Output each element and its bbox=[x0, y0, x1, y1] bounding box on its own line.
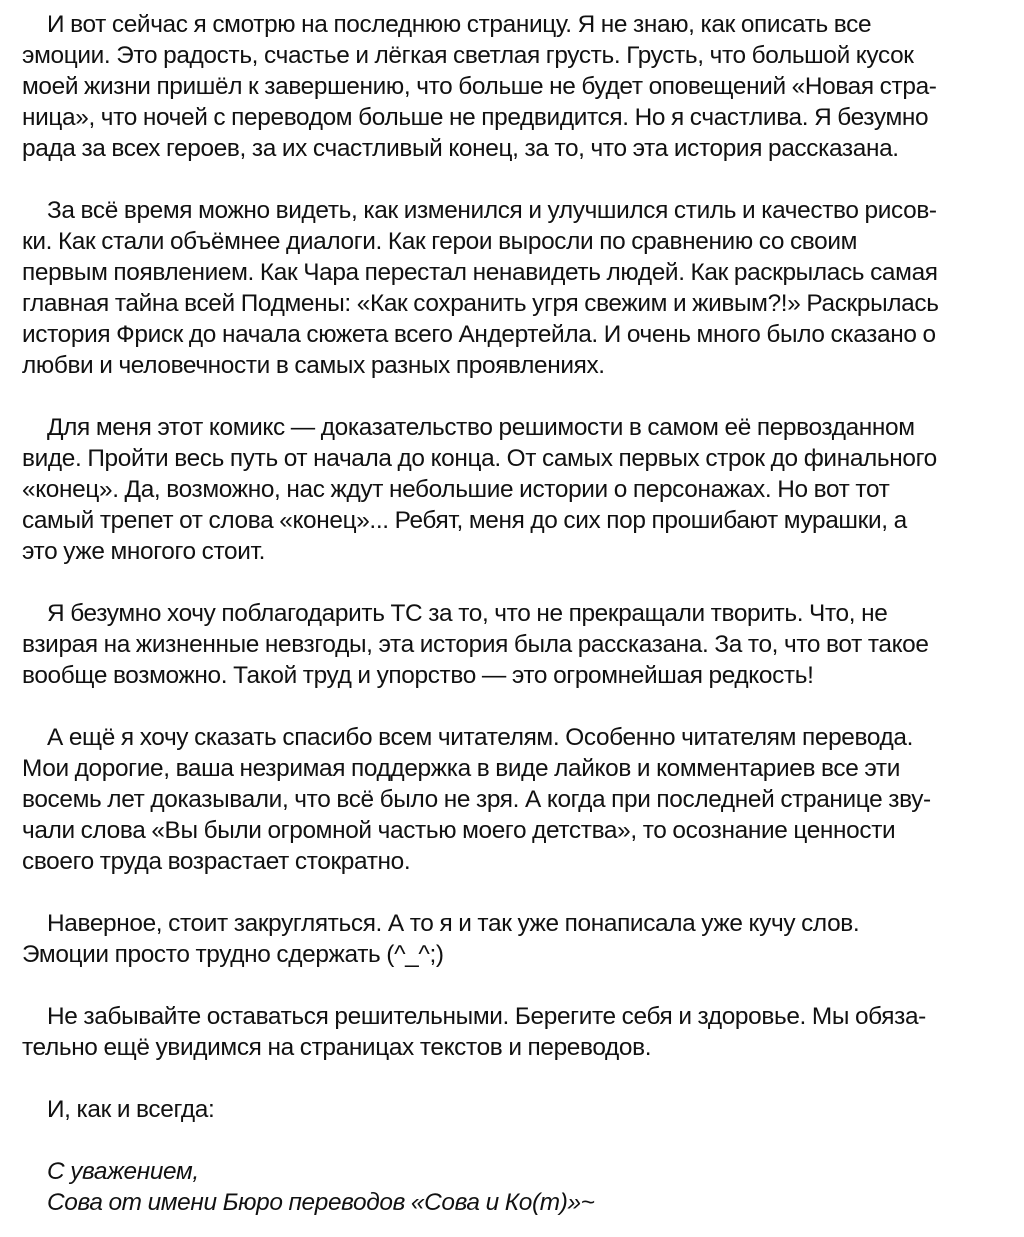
text-line: своего труда возрастает стократно. bbox=[22, 848, 411, 875]
text-line: виде. Пройти весь путь от начала до конца. От самых первых строк до финального bbox=[22, 445, 937, 472]
text-line: тельно ещё увидимся на страницах текстов и переводов. bbox=[22, 1034, 652, 1061]
text-line: вообще возможно. Такой труд и упорство — это огромнейшая редкость! bbox=[22, 662, 814, 689]
text-line: А ещё я хочу сказать спасибо всем читателям. Особенно читателям перевода. bbox=[47, 724, 914, 751]
paragraph bbox=[22, 1001, 1002, 1063]
text-line: Эмоции просто трудно сдержать (^_^;) bbox=[22, 941, 444, 968]
text-line: восемь лет доказывали, что всё было не зря. А когда при последней странице зву- bbox=[22, 786, 931, 813]
text-line: Я безумно хочу поблагодарить ТС за то, что не прекращали творить. Что, не bbox=[47, 600, 888, 627]
text-line: рада за всех героев, за их счастливый конец, за то, что эта история рассказана. bbox=[22, 135, 899, 162]
text-line: взирая на жизненные невзгоды, эта история была рассказана. За то, что вот такое bbox=[22, 631, 929, 658]
text-line: чали слова «Вы были огромной частью моего детства», то осознание ценности bbox=[22, 817, 896, 844]
text-line: ки. Как стали объёмнее диалоги. Как герои выросли по сравнению со своим bbox=[22, 228, 858, 255]
text-line: любви и человечности в самых разных проявлениях. bbox=[22, 352, 605, 379]
text-line: Мои дорогие, ваша незримая поддержка в виде лайков и комментариев все эти bbox=[22, 755, 901, 782]
text-line: Для меня этот комикс — доказательство решимости в самом её первозданном bbox=[47, 414, 915, 441]
text-line: ница», что ночей с переводом больше не предвидится. Но я счастлива. Я безумно bbox=[22, 104, 929, 131]
text-line: это уже многого стоит. bbox=[22, 538, 266, 565]
signature-author: Сова от имени Бюро переводов «Сова и Ко(т)»~ bbox=[47, 1189, 595, 1216]
text-line: первым появлением. Как Чара перестал ненавидеть людей. Как раскрылась самая bbox=[22, 259, 938, 286]
text-line: главная тайна всей Подмены: «Как сохранить угря свежим и живым?!» Раскрылась bbox=[22, 290, 939, 317]
paragraph bbox=[22, 195, 1002, 381]
paragraph bbox=[22, 412, 1002, 567]
paragraph bbox=[22, 908, 1002, 970]
signature-greeting: С уважением, bbox=[47, 1158, 199, 1185]
text-line: история Фриск до начала сюжета всего Андертейла. И очень много было сказано о bbox=[22, 321, 936, 348]
text-line: И вот сейчас я смотрю на последнюю страницу. Я не знаю, как описать все bbox=[47, 11, 872, 38]
paragraph bbox=[22, 9, 1002, 164]
text-line: За всё время можно видеть, как изменился и улучшился стиль и качество рисов- bbox=[47, 197, 937, 224]
paragraph bbox=[22, 722, 1002, 877]
text-line: Наверное, стоит закругляться. А то я и так уже понаписала уже кучу слов. bbox=[47, 910, 860, 937]
text-line: эмоции. Это радость, счастье и лёгкая светлая грусть. Грусть, что большой кусок bbox=[22, 42, 914, 69]
signature-block bbox=[22, 1156, 1002, 1218]
paragraph bbox=[22, 1094, 1002, 1125]
text-line: самый трепет от слова «конец»... Ребят, меня до сих пор прошибают мурашки, а bbox=[22, 507, 907, 534]
text-line: Не забывайте оставаться решительными. Берегите себя и здоровье. Мы обяза- bbox=[47, 1003, 926, 1030]
paragraph bbox=[22, 598, 1002, 691]
text-line: И, как и всегда: bbox=[47, 1096, 215, 1123]
text-line: «конец». Да, возможно, нас ждут небольшие истории о персонажах. Но вот тот bbox=[22, 476, 890, 503]
body-text bbox=[22, 9, 1002, 1125]
text-line: моей жизни пришёл к завершению, что больше не будет оповещений «Новая стра- bbox=[22, 73, 937, 100]
